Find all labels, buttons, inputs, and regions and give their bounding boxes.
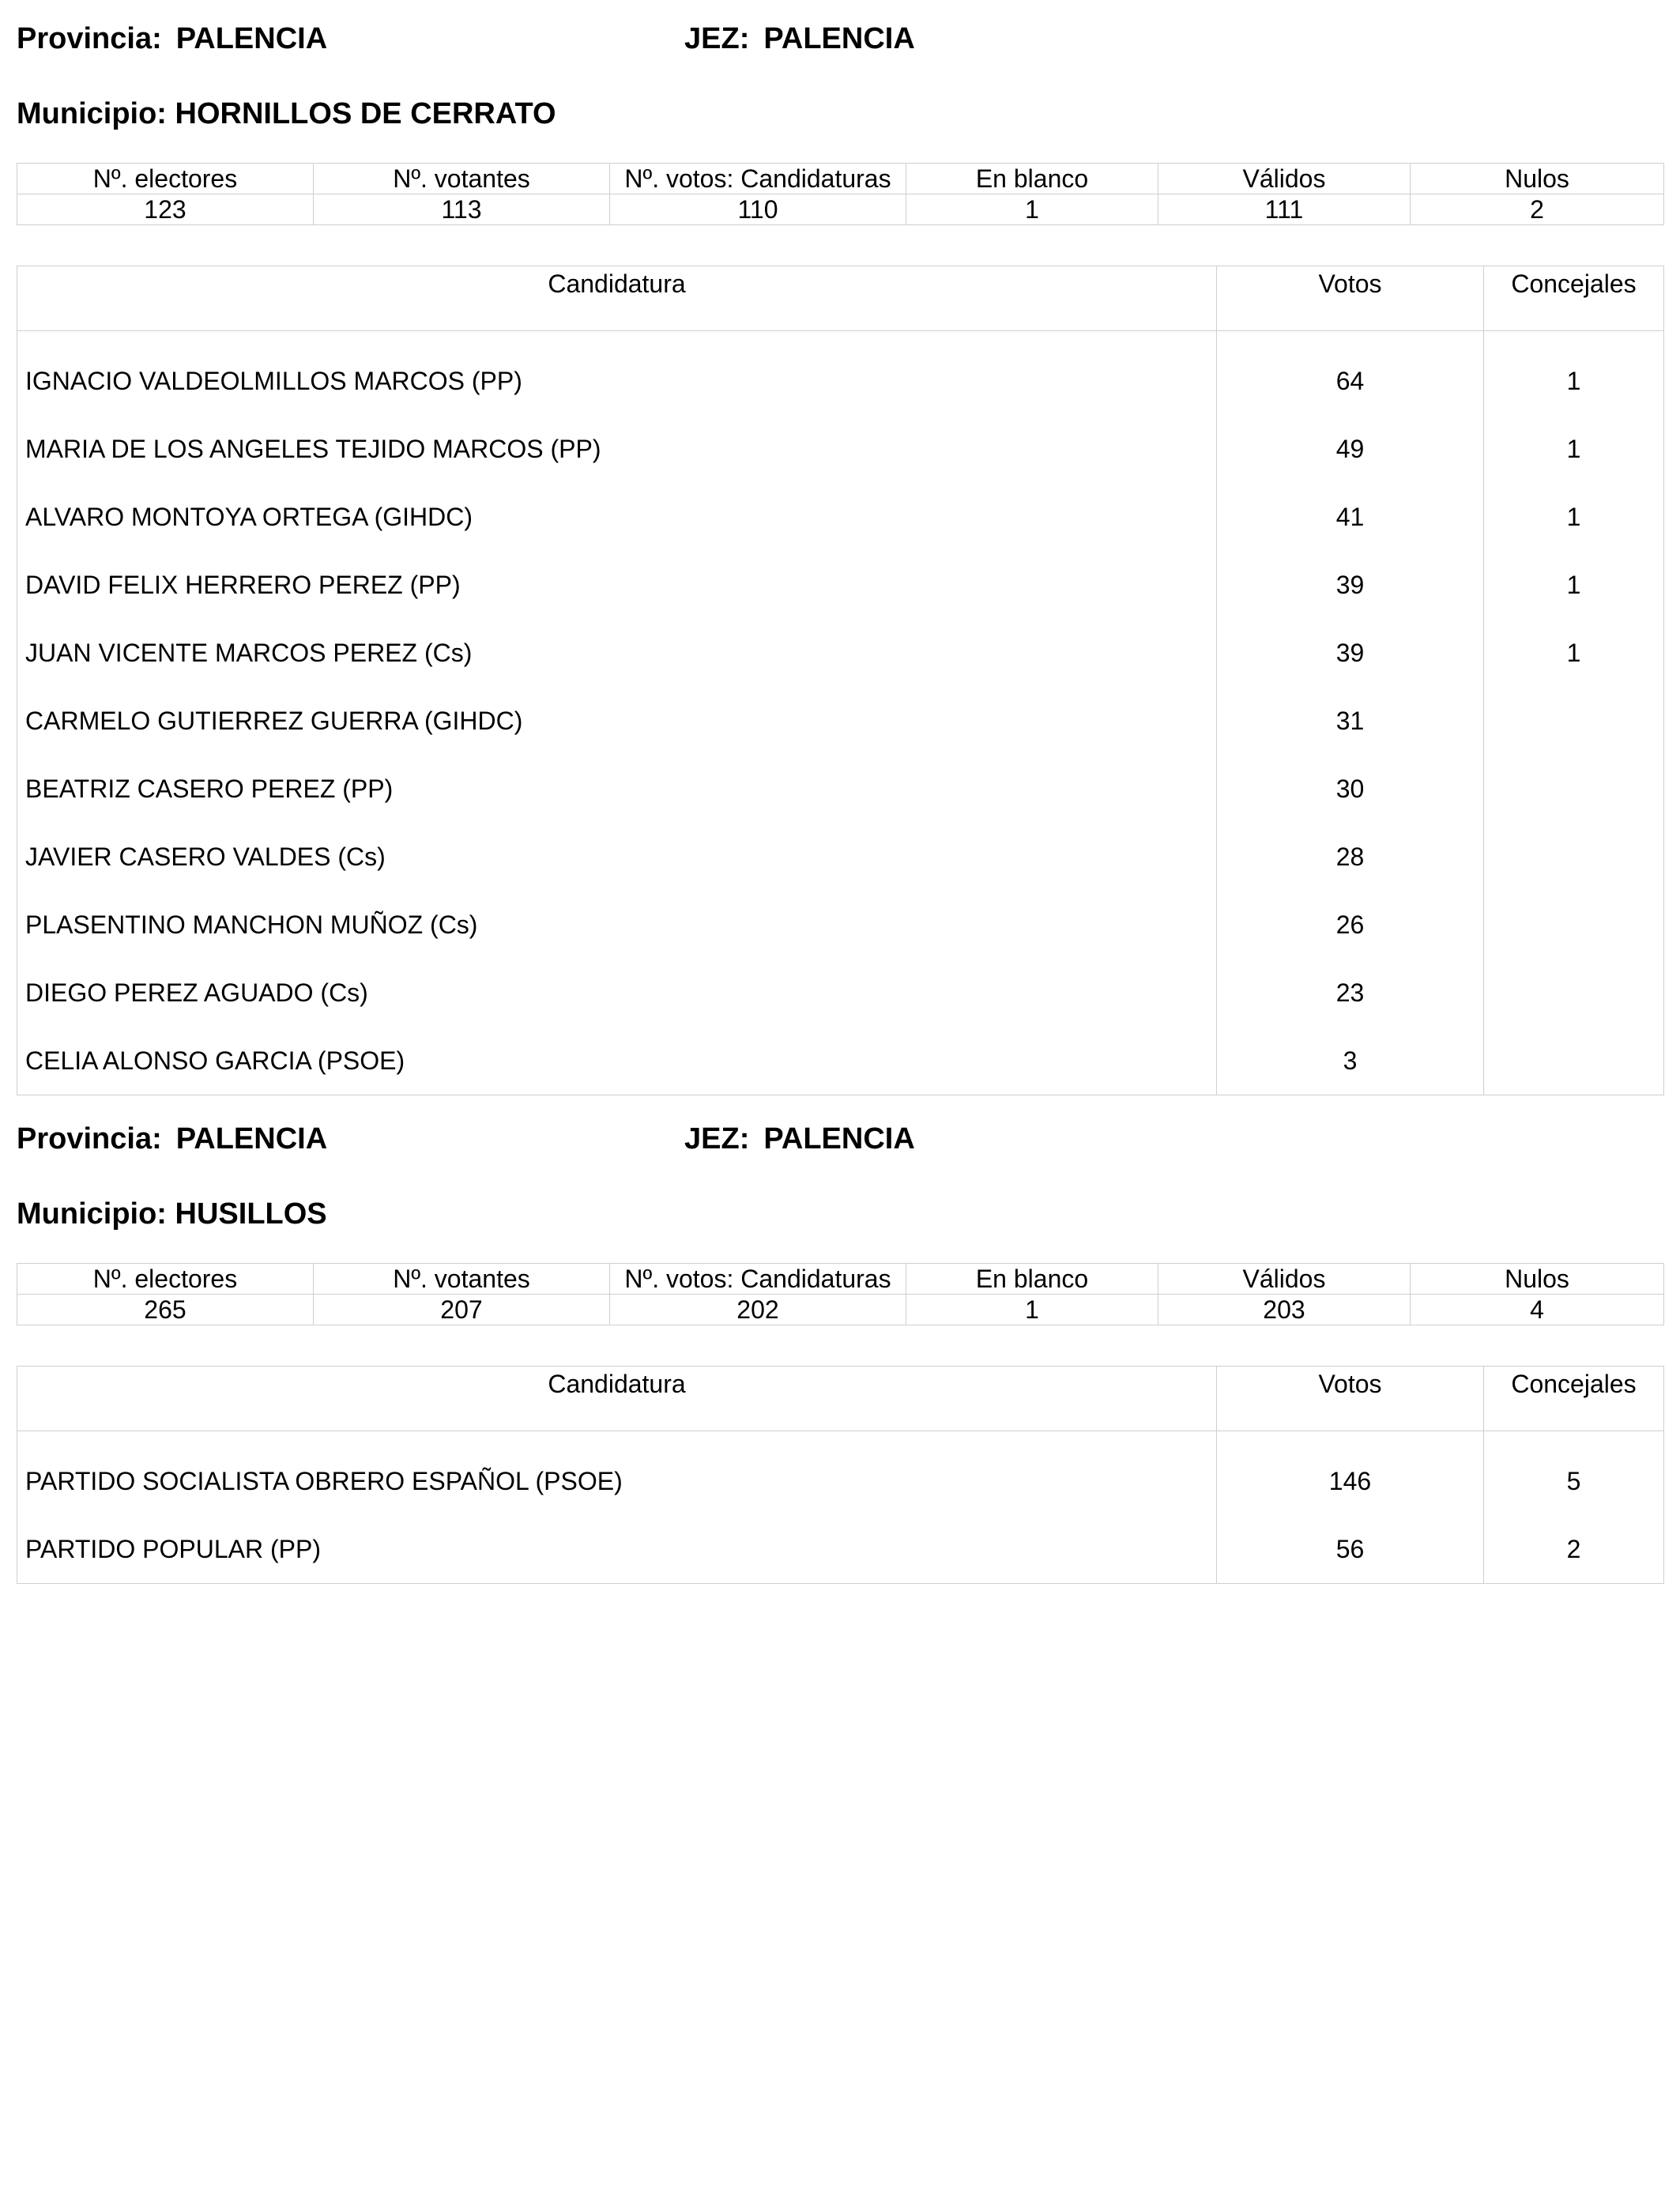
summary-header-cell: Nº. votantes <box>314 1264 610 1295</box>
summary-value-cell: 207 <box>314 1295 610 1325</box>
summary-table <box>17 1263 1664 1325</box>
candidate-concejales: 1 <box>1484 347 1664 415</box>
candidate-votos: 39 <box>1217 619 1484 687</box>
candidates-header-row <box>17 1367 1664 1431</box>
candidate-concejales: 1 <box>1484 619 1664 687</box>
summary-value-cell: 113 <box>314 194 610 225</box>
candidate-name: PARTIDO POPULAR (PP) <box>25 1534 321 1563</box>
candidate-row <box>17 687 1664 755</box>
summary-header-cell: Nulos <box>1411 164 1664 194</box>
summary-header-row <box>17 164 1664 194</box>
candidate-row <box>17 415 1664 483</box>
summary-value-cell: 4 <box>1411 1295 1664 1325</box>
candidate-row <box>17 1027 1664 1095</box>
candidatura-header: Candidatura <box>17 1367 1217 1431</box>
candidates-header-row <box>17 266 1664 331</box>
candidates-table <box>17 1366 1664 1584</box>
candidate-votos: 3 <box>1217 1027 1484 1095</box>
votos-header: Votos <box>1217 1367 1484 1431</box>
summary-header-cell: En blanco <box>906 1264 1158 1295</box>
candidate-concejales <box>1484 1027 1664 1095</box>
summary-table <box>17 163 1664 225</box>
candidate-name: BEATRIZ CASERO PEREZ (PP) <box>25 774 394 803</box>
candidate-name: CARMELO GUTIERREZ GUERRA (GIHDC) <box>25 706 523 735</box>
municipio-value: HORNILLOS DE CERRATO <box>175 97 556 130</box>
candidate-name: CELIA ALONSO GARCIA (PSOE) <box>25 1046 405 1075</box>
candidate-concejales: 1 <box>1484 483 1664 551</box>
candidate-row <box>17 551 1664 619</box>
provincia-heading <box>17 1124 327 1154</box>
candidate-row <box>17 891 1664 959</box>
summary-header-cell: En blanco <box>906 164 1158 194</box>
candidate-concejales: 2 <box>1484 1515 1664 1584</box>
concejales-header: Concejales <box>1484 1367 1664 1431</box>
summary-value-cell: 202 <box>610 1295 906 1325</box>
municipio-value: HUSILLOS <box>175 1197 327 1231</box>
summary-header-cell: Válidos <box>1158 1264 1411 1295</box>
candidate-votos: 31 <box>1217 687 1484 755</box>
candidate-votos: 23 <box>1217 959 1484 1027</box>
candidate-concejales <box>1484 687 1664 755</box>
candidate-name: MARIA DE LOS ANGELES TEJIDO MARCOS (PP) <box>25 434 601 463</box>
provincia-value: PALENCIA <box>175 1122 328 1155</box>
candidate-name: ALVARO MONTOYA ORTEGA (GIHDC) <box>25 502 473 531</box>
summary-value-cell: 111 <box>1158 194 1411 225</box>
candidate-name: PLASENTINO MANCHON MUÑOZ (Cs) <box>25 910 478 939</box>
provincia-label: Provincia: <box>17 1122 162 1155</box>
candidate-votos: 39 <box>1217 551 1484 619</box>
summary-header-cell: Nulos <box>1411 1264 1664 1295</box>
provincia-heading <box>17 24 327 54</box>
municipio-label: Municipio: <box>17 97 167 130</box>
summary-header-cell: Válidos <box>1158 164 1411 194</box>
concejales-header: Concejales <box>1484 266 1664 331</box>
spacer-cell <box>1484 331 1664 348</box>
candidate-votos: 146 <box>1217 1447 1484 1515</box>
spacer-row <box>17 331 1664 348</box>
jez-heading <box>684 24 915 54</box>
municipio-label: Municipio: <box>17 1197 167 1231</box>
candidate-name: JAVIER CASERO VALDES (Cs) <box>25 842 386 871</box>
candidate-votos: 64 <box>1217 347 1484 415</box>
candidatura-header: Candidatura <box>17 266 1217 331</box>
candidate-name: DAVID FELIX HERRERO PEREZ (PP) <box>25 570 461 599</box>
candidate-votos: 49 <box>1217 415 1484 483</box>
candidate-concejales: 1 <box>1484 415 1664 483</box>
spacer-cell <box>1217 1431 1484 1448</box>
jez-heading <box>684 1124 915 1154</box>
spacer-cell <box>17 331 1217 348</box>
candidate-row <box>17 619 1664 687</box>
candidate-row <box>17 347 1664 415</box>
summary-value-row <box>17 194 1664 225</box>
summary-value-cell: 2 <box>1411 194 1664 225</box>
candidate-concejales <box>1484 891 1664 959</box>
summary-value-cell: 123 <box>17 194 314 225</box>
candidate-votos: 28 <box>1217 823 1484 891</box>
summary-header-cell: Nº. votos: Candidaturas <box>610 164 906 194</box>
summary-header-row <box>17 1264 1664 1295</box>
jez-value: PALENCIA <box>763 1122 915 1155</box>
spacer-cell <box>1484 1431 1664 1448</box>
jez-label: JEZ: <box>684 1122 750 1155</box>
candidate-name: IGNACIO VALDEOLMILLOS MARCOS (PP) <box>25 366 522 395</box>
candidate-votos: 26 <box>1217 891 1484 959</box>
candidate-votos: 41 <box>1217 483 1484 551</box>
spacer-cell <box>17 1431 1217 1448</box>
summary-value-row <box>17 1295 1664 1325</box>
provincia-value: PALENCIA <box>175 22 328 55</box>
candidate-row <box>17 823 1664 891</box>
candidate-concejales <box>1484 755 1664 823</box>
candidate-name: PARTIDO SOCIALISTA OBRERO ESPAÑOL (PSOE) <box>25 1466 623 1495</box>
candidate-concejales: 5 <box>1484 1447 1664 1515</box>
spacer-cell <box>1217 331 1484 348</box>
candidate-row <box>17 1447 1664 1515</box>
candidate-row <box>17 755 1664 823</box>
summary-value-cell: 110 <box>610 194 906 225</box>
municipio-heading <box>17 99 556 129</box>
candidate-votos: 56 <box>1217 1515 1484 1584</box>
provincia-label: Provincia: <box>17 22 162 55</box>
summary-value-cell: 1 <box>906 1295 1158 1325</box>
summary-value-cell: 265 <box>17 1295 314 1325</box>
municipio-heading <box>17 1199 327 1229</box>
candidate-concejales <box>1484 823 1664 891</box>
candidate-concejales <box>1484 959 1664 1027</box>
candidate-row <box>17 959 1664 1027</box>
summary-header-cell: Nº. votos: Candidaturas <box>610 1264 906 1295</box>
summary-value-cell: 1 <box>906 194 1158 225</box>
candidate-row <box>17 483 1664 551</box>
summary-value-cell: 203 <box>1158 1295 1411 1325</box>
candidate-row <box>17 1515 1664 1584</box>
jez-label: JEZ: <box>684 22 750 55</box>
candidates-table <box>17 266 1664 1095</box>
summary-header-cell: Nº. electores <box>17 1264 314 1295</box>
summary-header-cell: Nº. votantes <box>314 164 610 194</box>
spacer-row <box>17 1431 1664 1448</box>
votos-header: Votos <box>1217 266 1484 331</box>
candidate-votos: 30 <box>1217 755 1484 823</box>
candidate-concejales: 1 <box>1484 551 1664 619</box>
jez-value: PALENCIA <box>763 22 915 55</box>
candidate-name: DIEGO PEREZ AGUADO (Cs) <box>25 978 368 1007</box>
summary-header-cell: Nº. electores <box>17 164 314 194</box>
candidate-name: JUAN VICENTE MARCOS PEREZ (Cs) <box>25 638 473 667</box>
